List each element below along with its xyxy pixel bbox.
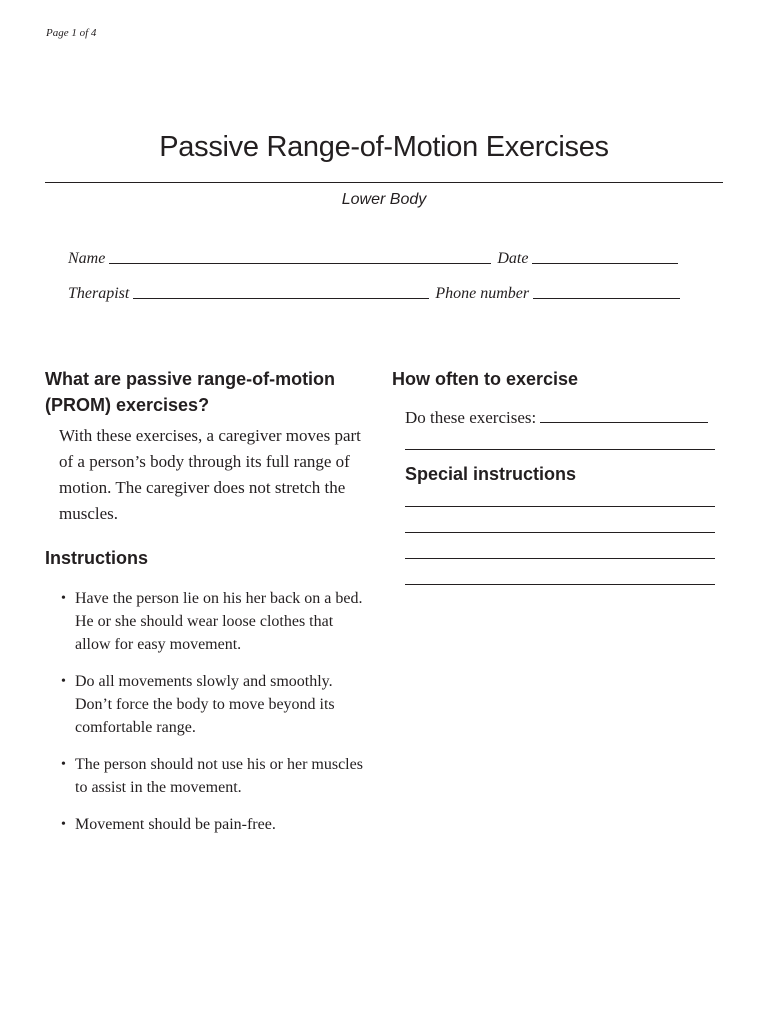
special-instructions-line[interactable] bbox=[405, 584, 715, 585]
instruction-text: Do all movements slowly and smoothly. Don’t force the body to move beyond its comfortable range. bbox=[75, 673, 335, 736]
name-date-row bbox=[68, 250, 684, 272]
instruction-item bbox=[61, 753, 365, 799]
frequency-field[interactable] bbox=[540, 421, 708, 423]
therapist-label: Therapist bbox=[68, 285, 130, 302]
bullet-icon: • bbox=[61, 817, 66, 832]
name-label: Name bbox=[68, 250, 106, 267]
phone-number-label: Phone number bbox=[435, 285, 530, 302]
therapist-phone-row bbox=[68, 285, 686, 307]
right-column bbox=[392, 366, 722, 585]
do-these-exercises-label: Do these exercises: bbox=[405, 408, 537, 427]
frequency-field-line[interactable] bbox=[405, 449, 715, 450]
therapist-field[interactable] bbox=[133, 297, 429, 299]
bullet-icon: • bbox=[61, 757, 66, 772]
page-indicator: Page 1 of 4 bbox=[46, 27, 97, 39]
title-divider bbox=[45, 182, 723, 183]
special-instructions-line[interactable] bbox=[405, 506, 715, 507]
instruction-text: The person should not use his or her muscles to assist in the movement. bbox=[75, 756, 363, 796]
instruction-item bbox=[61, 813, 365, 836]
special-instructions-line[interactable] bbox=[405, 558, 715, 559]
instructions-heading: Instructions bbox=[45, 548, 149, 568]
date-field[interactable] bbox=[532, 262, 678, 264]
what-are-prom-heading: What are passive range-of-motion (PROM) exercises? bbox=[45, 369, 336, 415]
instruction-item bbox=[61, 670, 365, 739]
special-instructions-line[interactable] bbox=[405, 532, 715, 533]
instruction-text: Have the person lie on his her back on a bed. He or she should wear loose clothes that allow for easy movement. bbox=[75, 590, 363, 653]
name-field[interactable] bbox=[109, 262, 491, 264]
bullet-icon: • bbox=[61, 674, 66, 689]
instruction-text: Movement should be pain-free. bbox=[75, 816, 276, 833]
instruction-item bbox=[61, 587, 365, 656]
prom-description: With these exercises, a caregiver moves part of a person’s body through its full range of motion. The caregiver does not stretch the muscles. bbox=[59, 426, 361, 523]
how-often-heading: How often to exercise bbox=[392, 369, 579, 389]
frequency-row bbox=[405, 408, 722, 432]
bullet-icon: • bbox=[61, 591, 66, 606]
phone-number-field[interactable] bbox=[533, 297, 680, 299]
special-instructions-heading: Special instructions bbox=[405, 464, 577, 484]
left-column bbox=[45, 366, 365, 850]
document-title: Passive Range-of-Motion Exercises bbox=[159, 131, 609, 163]
date-label: Date bbox=[497, 250, 529, 267]
document-subtitle: Lower Body bbox=[341, 191, 427, 208]
instructions-list bbox=[45, 587, 365, 836]
